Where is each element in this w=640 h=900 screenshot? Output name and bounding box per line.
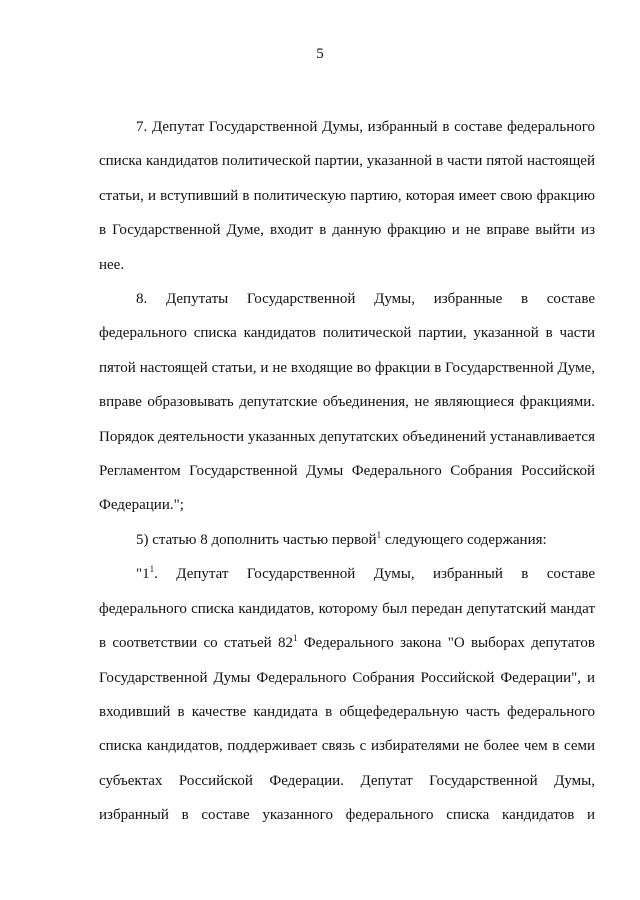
paragraph-1-1 [99,557,595,832]
document-body [99,110,595,833]
paragraph-text: Федерального закона "О выборах депутатов Государственной Думы Федерального Собрания Российской Федерации", и входивший в качестве кандидата в общефедеральную часть федерального списка кандидатов, поддерживает связь с избирателями не более чем в семи субъектах Российской Федерации. Депутат Государственной Думы, избранный в составе указанного федерального списка кандидатов и [99,635,595,824]
paragraph-item-5 [99,523,595,557]
paragraph-text: . Депутат Государственной Думы, избранный в составе федерального списка кандидатов, которому был передан депутатский мандат в соответствии со статьей 82 [99,566,595,652]
page-number: 5 [316,46,324,62]
paragraph-text: 5) статью 8 дополнить частью первой [136,531,377,548]
paragraph-text: 8. Депутаты Государственной Думы, избранные в составе федерального списка кандидатов политической партии, указанной в части пятой настоящей статьи, и не входящие во фракции в Государственной Думе, вправе образовывать депутатские объединения, не являющиеся фракциями. Порядок деятельности указанных депутатских объединений устанавливается Регламентом Государственной Думы Федерального Собрания Российской Федерации."; [99,291,595,514]
superscript: 1 [149,564,155,575]
paragraph-text: "1 [136,566,150,583]
superscript: 1 [292,633,298,644]
paragraph-text: 7. Депутат Государственной Думы, избранный в составе федерального списка кандидатов политической партии, указанной в части пятой настоящей статьи, и вступивший в политическую партию, которая имеет свою фракцию в Государственной Думе, входит в данную фракцию и не вправе выйти из нее. [99,119,595,273]
paragraph-7 [99,110,595,282]
paragraph-text: следующего содержания: [381,531,547,548]
superscript: 1 [376,529,382,540]
paragraph-8 [99,282,595,523]
